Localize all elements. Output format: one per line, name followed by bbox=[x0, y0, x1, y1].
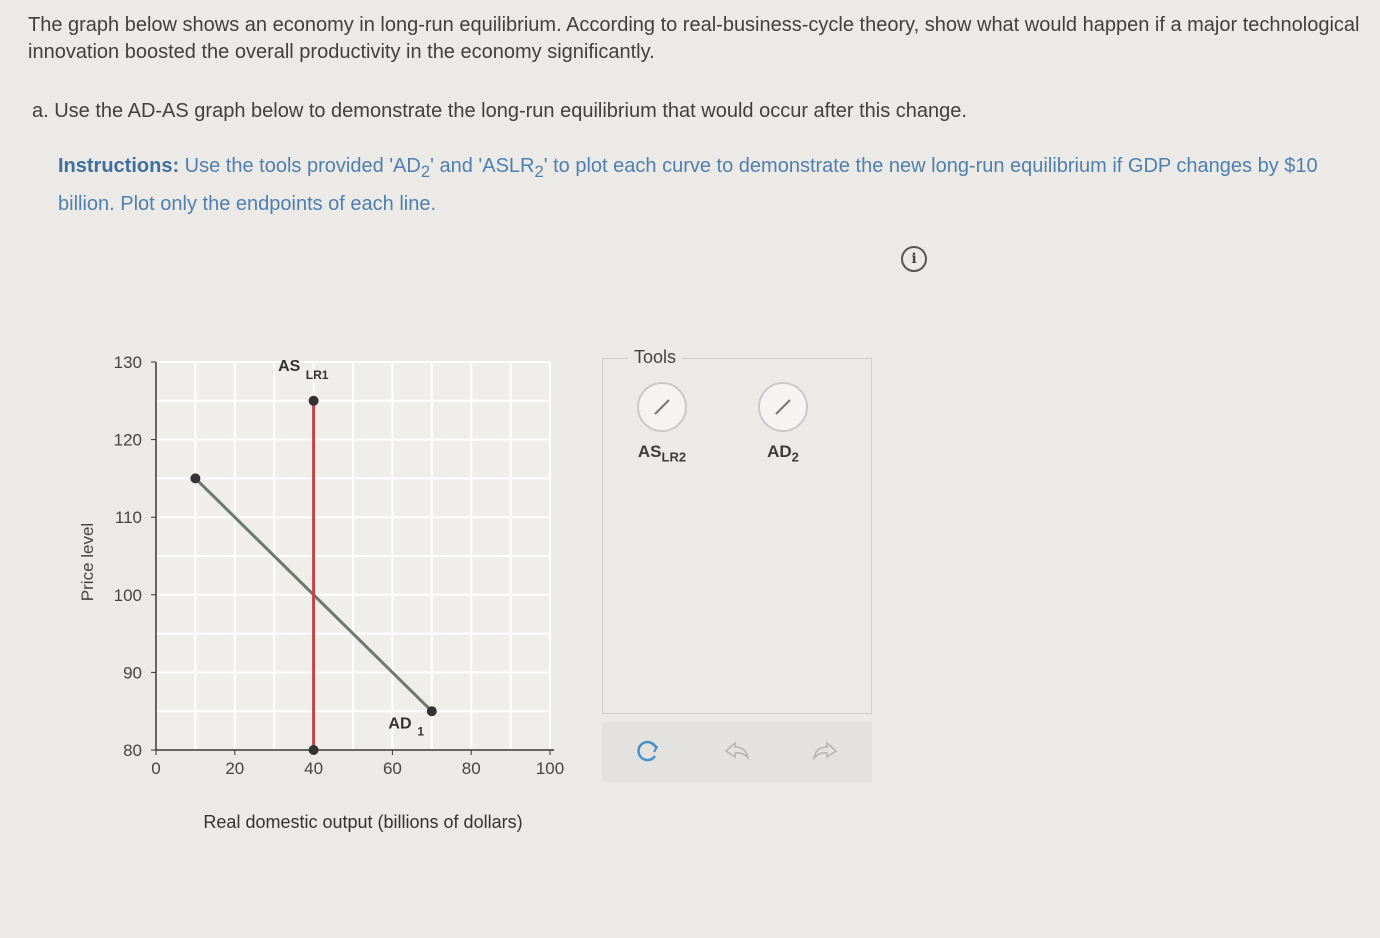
y-tick-label: 80 bbox=[123, 741, 142, 760]
aslr-label-sub: LR1 bbox=[305, 367, 329, 382]
tools-title: Tools bbox=[628, 347, 682, 368]
x-axis-title: Real domestic output (billions of dollars) bbox=[203, 812, 523, 832]
redo-button[interactable] bbox=[810, 736, 840, 766]
action-bar bbox=[602, 722, 872, 782]
y-tick-label: 130 bbox=[113, 353, 142, 372]
aslr-label: AS bbox=[278, 357, 301, 375]
tool-ad2[interactable] bbox=[743, 382, 823, 464]
instructions-pre: Use the tools provided 'AD bbox=[179, 155, 421, 177]
tool-aslr2[interactable] bbox=[622, 382, 702, 464]
x-tick-label: 100 bbox=[535, 759, 565, 778]
pencil-line-icon[interactable] bbox=[758, 382, 808, 432]
instructions-mid: ' and 'ASLR bbox=[430, 155, 535, 177]
ad-as-graph[interactable] bbox=[60, 340, 580, 840]
ad-label-sub: 1 bbox=[417, 724, 425, 739]
part-a-prompt: a. Use the AD-AS graph below to demonstrate the long-run equilibrium that would occur after this change. bbox=[32, 100, 967, 122]
ad-endpoint bbox=[190, 473, 200, 483]
instructions-post: ' to plot each curve to demonstrate the new long-run equilibrium if GDP changes by $10 billion. Plot only the endpoints of each line. bbox=[58, 155, 1318, 215]
x-tick-label: 40 bbox=[304, 759, 324, 778]
undo-button[interactable] bbox=[722, 736, 752, 766]
y-tick-label: 90 bbox=[123, 663, 142, 683]
y-axis-title: Price level bbox=[78, 522, 97, 602]
x-tick-label: 60 bbox=[382, 759, 402, 778]
grid bbox=[156, 362, 550, 750]
as-endpoint bbox=[309, 396, 319, 406]
undo-icon bbox=[722, 736, 752, 766]
instructions bbox=[58, 150, 1348, 220]
redo-icon bbox=[810, 736, 840, 766]
reset-button[interactable] bbox=[634, 736, 664, 766]
instructions-sub1: 2 bbox=[420, 162, 431, 181]
ad-endpoint bbox=[427, 706, 437, 716]
x-tick-label: 20 bbox=[225, 759, 245, 778]
y-tick-label: 110 bbox=[114, 508, 142, 528]
info-icon[interactable]: i bbox=[901, 246, 927, 272]
x-tick-label: 80 bbox=[461, 759, 481, 778]
pencil-line-icon[interactable] bbox=[637, 382, 687, 432]
reset-icon bbox=[634, 736, 664, 766]
tool-aslr2-label: $AS_{LR2}$ bbox=[637, 442, 687, 465]
instructions-label: Instructions: bbox=[58, 155, 180, 177]
tool-ad2-label: $AD_2$ bbox=[767, 442, 799, 465]
y-tick-label: 120 bbox=[113, 430, 142, 450]
as-endpoint bbox=[309, 745, 319, 755]
question-text: The graph below shows an economy in long-run equilibrium. According to real-business-cycle theory, show what would happen if a major technological innovation boosted the overall productivity in the economy significantly. bbox=[28, 14, 1360, 63]
x-tick-label: 0 bbox=[151, 759, 161, 778]
ad-label: AD bbox=[388, 715, 412, 733]
instructions-sub2: 2 bbox=[534, 162, 544, 181]
y-tick-label: 100 bbox=[113, 585, 142, 605]
